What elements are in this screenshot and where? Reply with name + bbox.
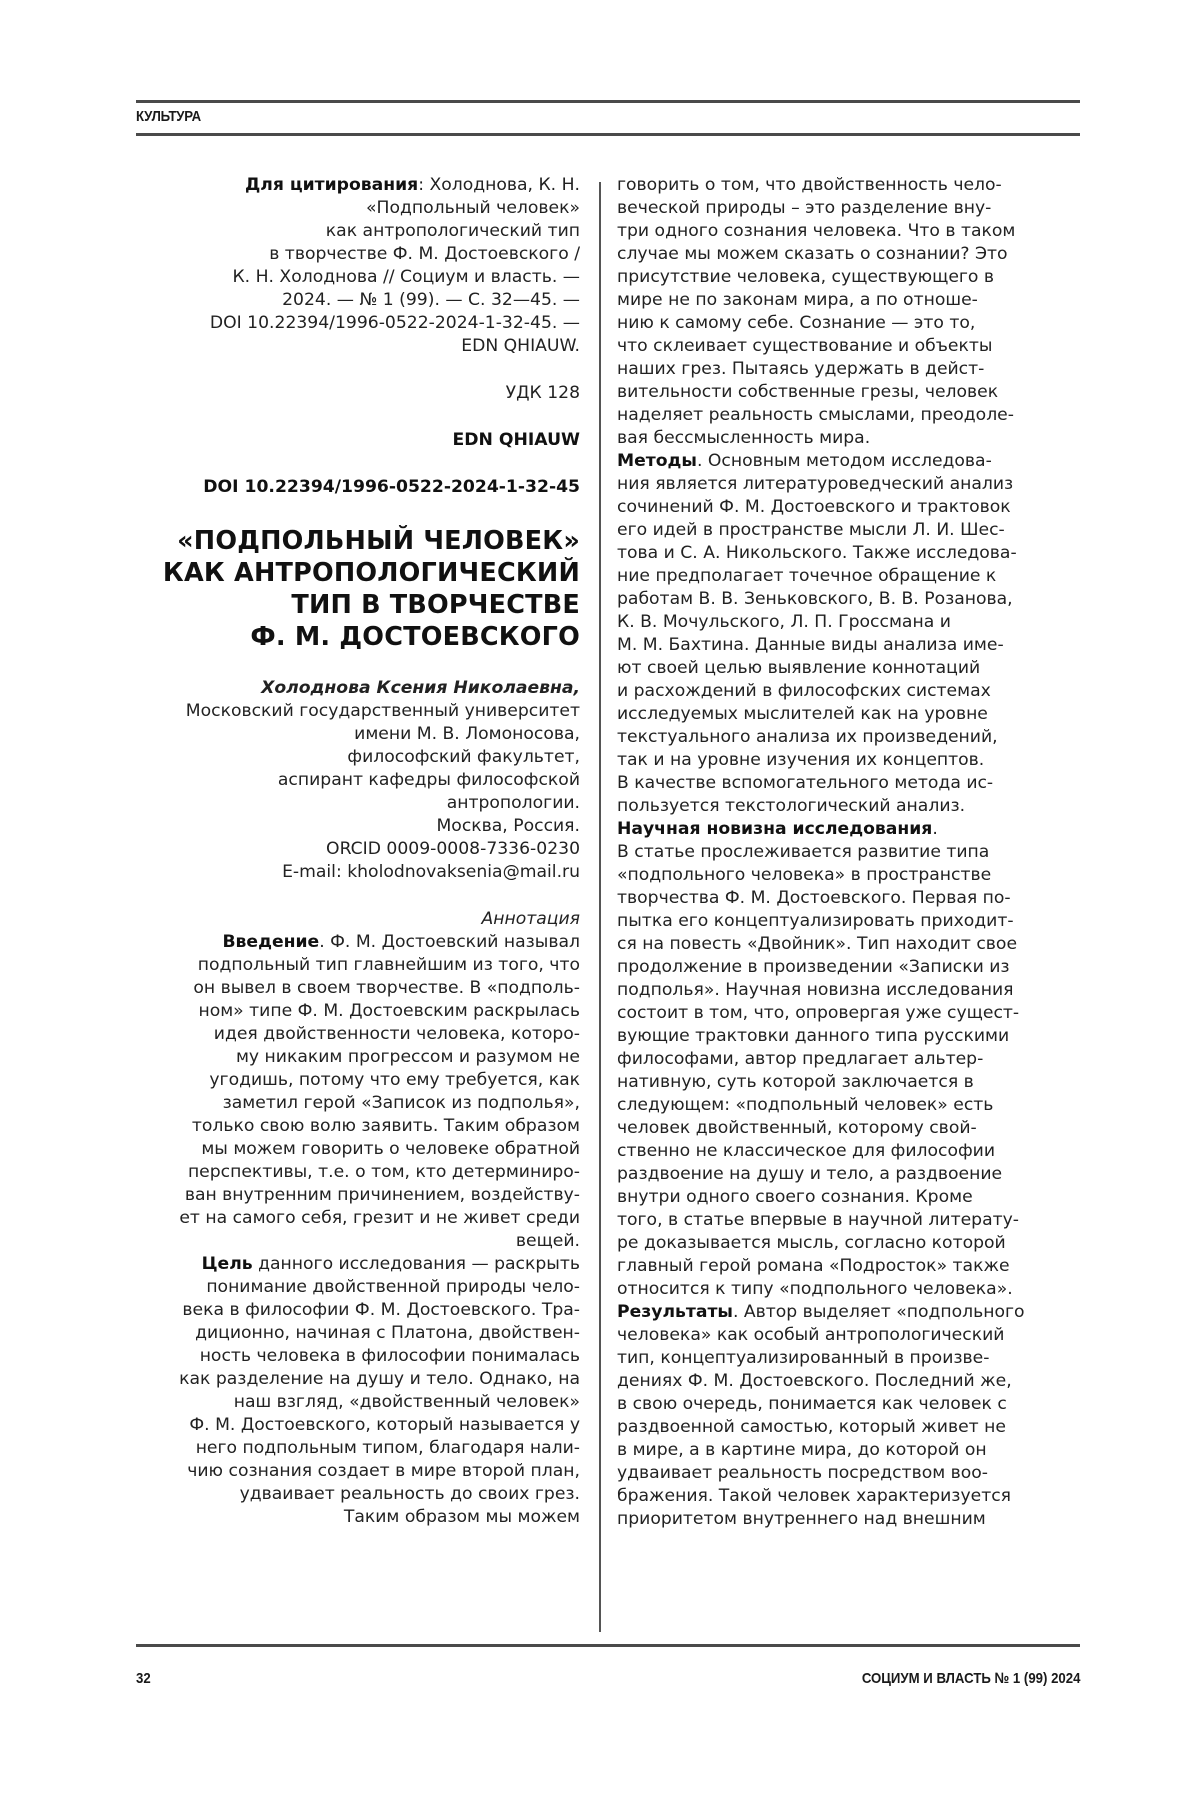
citation-line: в творчестве Ф. М. Достоевского / [269,244,580,264]
goal-heading: Цель [201,1254,253,1274]
section-label: КУЛЬТУРА [136,108,201,125]
citation-line: 2024. — № 1 (99). — С. 32—45. — [282,290,580,310]
abstract-novelty: Научная новизна исследования. В статье прослеживается развитие типа «подпольного человека» в пространстве творчества Ф. М. Достоевского. Первая по- пытка его концептуализировать приходит- ся на повесть «Двойник». Тип находит свое продолжение в произведении «Записки из подполья». Научная новизна исследования состоит в том, что, опровергая уже сущест- вующие трактовки данного типа русскими философами, автор предлагает альтер- нативную, суть которой заключается в следующем: «подпольный человек» есть человек двойственный, которому свой- ственно не классическое для философии раздвоение на душу и тело, а раздвоение внутри одного своего сознания. Кроме того, в статье впервые в научной литерату- ре доказывается мысль, согласно которой главный герой романа «Подросток» также относится к типу «подпольного человека». [617,819,1020,1299]
abstract-introduction: Введение. Ф. М. Достоевский называл подпольный тип главнейшим из того, что он вывел в своем творчестве. В «подполь- ном» типе Ф. М. Достоевским раскрылась идея двойственности человека, которо- му никаким прогрессом и разумом не угодишь, потому что ему требуется, как заметил герой «Записок из подполья», только свою волю заявить. Таким образом мы можем говорить о человеке обратной перспективы, т.е. о том, кто детерминиро- ван внутренним причинением, воздейству- ет на самого себя, грезит и не живет среди вещей. [179,932,580,1251]
citation-line: Для цитирования: Холоднова, К. Н. [244,175,580,195]
affiliation-line: имени М. В. Ломоносова, [354,724,580,744]
abstract-goal-continued: говорить о том, что двойственность чело- веческой природы – это разделение вну- три одного сознания человека. Что в таком случае мы можем сказать о сознании? Это присутствие человека, существующего в мире не по законам мира, а по отноше- нию к самому себе. Сознание — это то, что склеивает существование и объекты наших грез. Пытаясь удержать в дейст- вительности собственные грезы, человек наделяет реальность смыслами, преодоле- вая бессмысленность мира. [617,175,1016,448]
results-heading: Результаты [617,1302,733,1322]
citation-line: К. Н. Холоднова // Социум и власть. — [232,267,580,287]
citation-line: EDN QHIAUW. [461,336,580,356]
header-rule-top [136,100,1080,103]
footer-rule [136,1644,1080,1647]
right-column [617,174,1069,1531]
email-link[interactable]: E-mail: kholodnovaksenia@mail.ru [282,862,580,882]
page-number: 32 [136,1670,151,1687]
abstract-goal: Цель данного исследования — раскрыть понимание двойственной природы чело- века в философии Ф. М. Достоевского. Тра- диционно, начиная с Платона, двойствен- ность человека в философии понималась как разделение на душу и тело. Однако, на наш взгляд, «двойственный человек» Ф. М. Достоевского, который называется у него подпольным типом, благодаря нали- чию сознания создает в мире второй план, удваивает реальность до своих грез. Таким образом мы можем [179,1254,580,1527]
abstract-methods: Методы. Основным методом исследова- ния является литературоведческий анализ сочинений Ф. М. Достоевского и трактовок его идей в пространстве мысли Л. И. Шес- това и С. А. Никольского. Также исследова- ние предполагает точечное обращение к работам В. В. Зеньковского, В. В. Розанова, К. В. Мочульского, Л. П. Гроссмана и М. М. Бахтина. Данные виды анализа име- ют своей целью выявление коннотаций и расхождений в философских системах исследуемых мыслителей как на уровне текстуального анализа их произведений, так и на уровне изучения их концептов. В качестве вспомогательного метода ис- пользуется текстологический анализ. [617,451,1017,816]
introduction-heading: Введение [222,932,320,952]
column-divider [599,182,601,1632]
novelty-heading: Научная новизна исследования [617,819,933,839]
citation-line: как антропологический тип [325,221,580,241]
citation-block [138,174,580,358]
journal-name: СОЦИУМ И ВЛАСТЬ № 1 (99) 2024 [861,1670,1080,1687]
author-block [138,677,580,884]
abstract-results: Результаты. Автор выделяет «подпольного человека» как особый антропологический тип, концептуализированный в произве- дениях Ф. М. Достоевского. Последний же, в свою очередь, понимается как человек с раздвоенной самостью, который живет не в мире, а в картине мира, до которой он удваивает реальность посредством воо- бражения. Такой человек характеризуется приоритетом внутреннего над внешним [617,1302,1025,1529]
orcid: ORCID 0009-0008-7336-0230 [326,839,580,859]
affiliation-line: философский факультет, [347,747,580,767]
citation-label: Для цитирования [244,175,419,195]
article-title: «ПОДПОЛЬНЫЙ ЧЕЛОВЕК» КАК АНТРОПОЛОГИЧЕСКИЙ ТИП В ТВОРЧЕСТВЕ Ф. М. ДОСТОЕВСКОГО [162,526,580,652]
affiliation-line: Москва, Россия. [436,816,580,836]
citation-line: DOI 10.22394/1996-0522-2024-1-32-45. — [209,313,580,333]
methods-heading: Методы [617,451,697,471]
affiliation-line: аспирант кафедры философской [277,770,580,790]
author-name: Холоднова Ксения Николаевна, [261,678,580,698]
citation-line: «Подпольный человек» [366,198,580,218]
abstract-label: Аннотация [481,909,580,929]
affiliation-line: Московский государственный университет [185,701,580,721]
doi-code: DOI 10.22394/1996-0522-2024-1-32-45 [203,477,580,497]
edn-code: EDN QHIAUW [452,430,580,450]
affiliation-line: антропологии. [446,793,580,813]
left-column [138,174,580,1529]
udk-code: УДК 128 [505,383,580,403]
header-rule-bottom [136,133,1080,136]
